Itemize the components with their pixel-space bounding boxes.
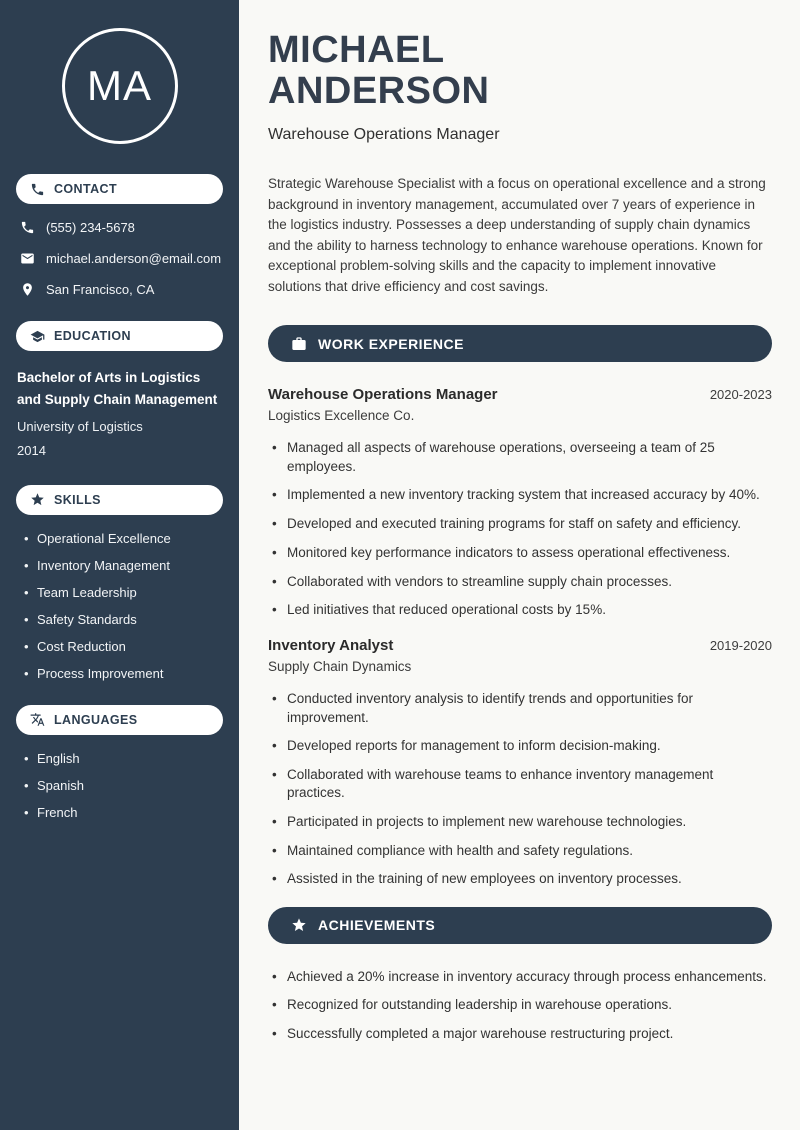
education-degree: Bachelor of Arts in Logistics and Supply Chain Management [17, 370, 218, 407]
achievements-banner [268, 907, 772, 944]
contact-phone-row [20, 220, 223, 235]
languages-header [16, 705, 223, 735]
contact-location-value: San Francisco, CA [46, 282, 155, 297]
job-bullet: • Monitored key performance indicators to assess operational effectiveness. [272, 544, 772, 562]
job-bullet: • Assisted in the training of new employees on inventory processes. [272, 870, 772, 888]
job-bullet: • Managed all aspects of warehouse operations, overseeing a team of 25 employees. [272, 439, 772, 475]
achievement-bullet: • Recognized for outstanding leadership in warehouse operations. [272, 996, 772, 1014]
job-header [268, 386, 772, 403]
education-section [16, 321, 223, 461]
skill-item: • Inventory Management [24, 558, 223, 573]
job-company: Supply Chain Dynamics [268, 659, 412, 675]
briefcase-icon [291, 336, 307, 352]
contact-section [16, 174, 223, 297]
mail-icon [20, 251, 35, 266]
sidebar [0, 0, 239, 1130]
star-icon [291, 917, 307, 933]
language-item: • French [24, 805, 223, 820]
contact-header [16, 174, 223, 204]
person-name [268, 30, 772, 111]
language-item: • Spanish [24, 778, 223, 793]
education-school: University of Logistics [17, 419, 143, 435]
job-bullet: • Collaborated with warehouse teams to enhance inventory management practices. [272, 766, 772, 802]
person-headline: Warehouse Operations Manager [268, 126, 500, 144]
education-year: 2014 [17, 443, 46, 459]
job-title: Warehouse Operations Manager [268, 386, 498, 404]
job-bullet: • Collaborated with vendors to streamline supply chain processes. [272, 573, 772, 591]
skills-section [16, 485, 223, 681]
skills-header-label: SKILLS [54, 492, 101, 507]
achievement-bullet: • Successfully completed a major warehouse restructuring project. [272, 1025, 772, 1043]
person-name-line2: ANDERSON [268, 69, 490, 112]
job-entry [268, 386, 772, 619]
skill-item: • Cost Reduction [24, 639, 223, 654]
graduation-cap-icon [30, 329, 45, 344]
work-experience-banner-label: WORK EXPERIENCE [318, 335, 464, 352]
contact-header-label: CONTACT [54, 182, 117, 196]
skill-item: • Operational Excellence [24, 531, 223, 546]
phone-icon [30, 182, 45, 197]
job-bullet: • Conducted inventory analysis to identify trends and opportunities for improvement. [272, 690, 772, 726]
contact-location-row [20, 282, 223, 297]
star-icon [30, 492, 45, 507]
job-dates: 2019-2020 [709, 638, 772, 654]
summary-text: Strategic Warehouse Specialist with a focus on operational excellence and a strong background in inventory management, accumulated over 7 years of experience in the logistics industry. Possesses a deep understanding of supply chain dynamics and the ability to harness technology to enhance warehouse operations. Known for exceptional problem-solving skills and the capacity to implement innovative solutions that drive efficiency and cost savings. [268, 176, 766, 294]
job-entry [268, 637, 772, 888]
achievements-list [272, 968, 772, 1044]
job-bullets [272, 690, 772, 888]
job-bullet: • Developed and executed training programs for staff on safety and efficiency. [272, 515, 772, 533]
skills-list [24, 531, 223, 681]
skills-header [16, 485, 223, 515]
languages-list [24, 751, 223, 820]
contact-email-row [20, 251, 223, 266]
avatar-initials: MA [87, 62, 152, 109]
achievement-bullet: • Achieved a 20% increase in inventory accuracy through process enhancements. [272, 968, 772, 986]
job-bullet: • Participated in projects to implement new warehouse technologies. [272, 813, 772, 831]
achievements-banner-label: ACHIEVEMENTS [318, 917, 436, 934]
job-bullet: • Developed reports for management to inform decision-making. [272, 737, 772, 755]
job-bullets [272, 439, 772, 619]
contact-email-value: michael.anderson@email.com [46, 251, 222, 266]
skill-item: • Team Leadership [24, 585, 223, 600]
job-company: Logistics Excellence Co. [268, 408, 415, 424]
phone-icon [20, 220, 35, 235]
job-title: Inventory Analyst [268, 637, 394, 655]
person-name-line1: MICHAEL [268, 29, 445, 71]
languages-section [16, 705, 223, 820]
job-bullet: • Implemented a new inventory tracking system that increased accuracy by 40%. [272, 486, 772, 504]
education-header-label: EDUCATION [54, 329, 131, 343]
education-header [16, 321, 223, 351]
work-experience-banner [268, 325, 772, 362]
contact-phone-value: (555) 234-5678 [46, 220, 135, 235]
skill-item: • Safety Standards [24, 612, 223, 627]
avatar [62, 28, 178, 144]
language-item: • English [24, 751, 223, 766]
translate-icon [30, 712, 45, 727]
job-header [268, 637, 772, 654]
job-bullet: • Maintained compliance with health and safety regulations. [272, 842, 772, 860]
job-bullet: • Led initiatives that reduced operational costs by 15%. [272, 601, 772, 619]
skill-item: • Process Improvement [24, 666, 223, 681]
resume-main [239, 0, 800, 1130]
location-pin-icon [20, 282, 35, 297]
job-dates: 2020-2023 [709, 387, 772, 403]
languages-header-label: LANGUAGES [54, 712, 138, 727]
